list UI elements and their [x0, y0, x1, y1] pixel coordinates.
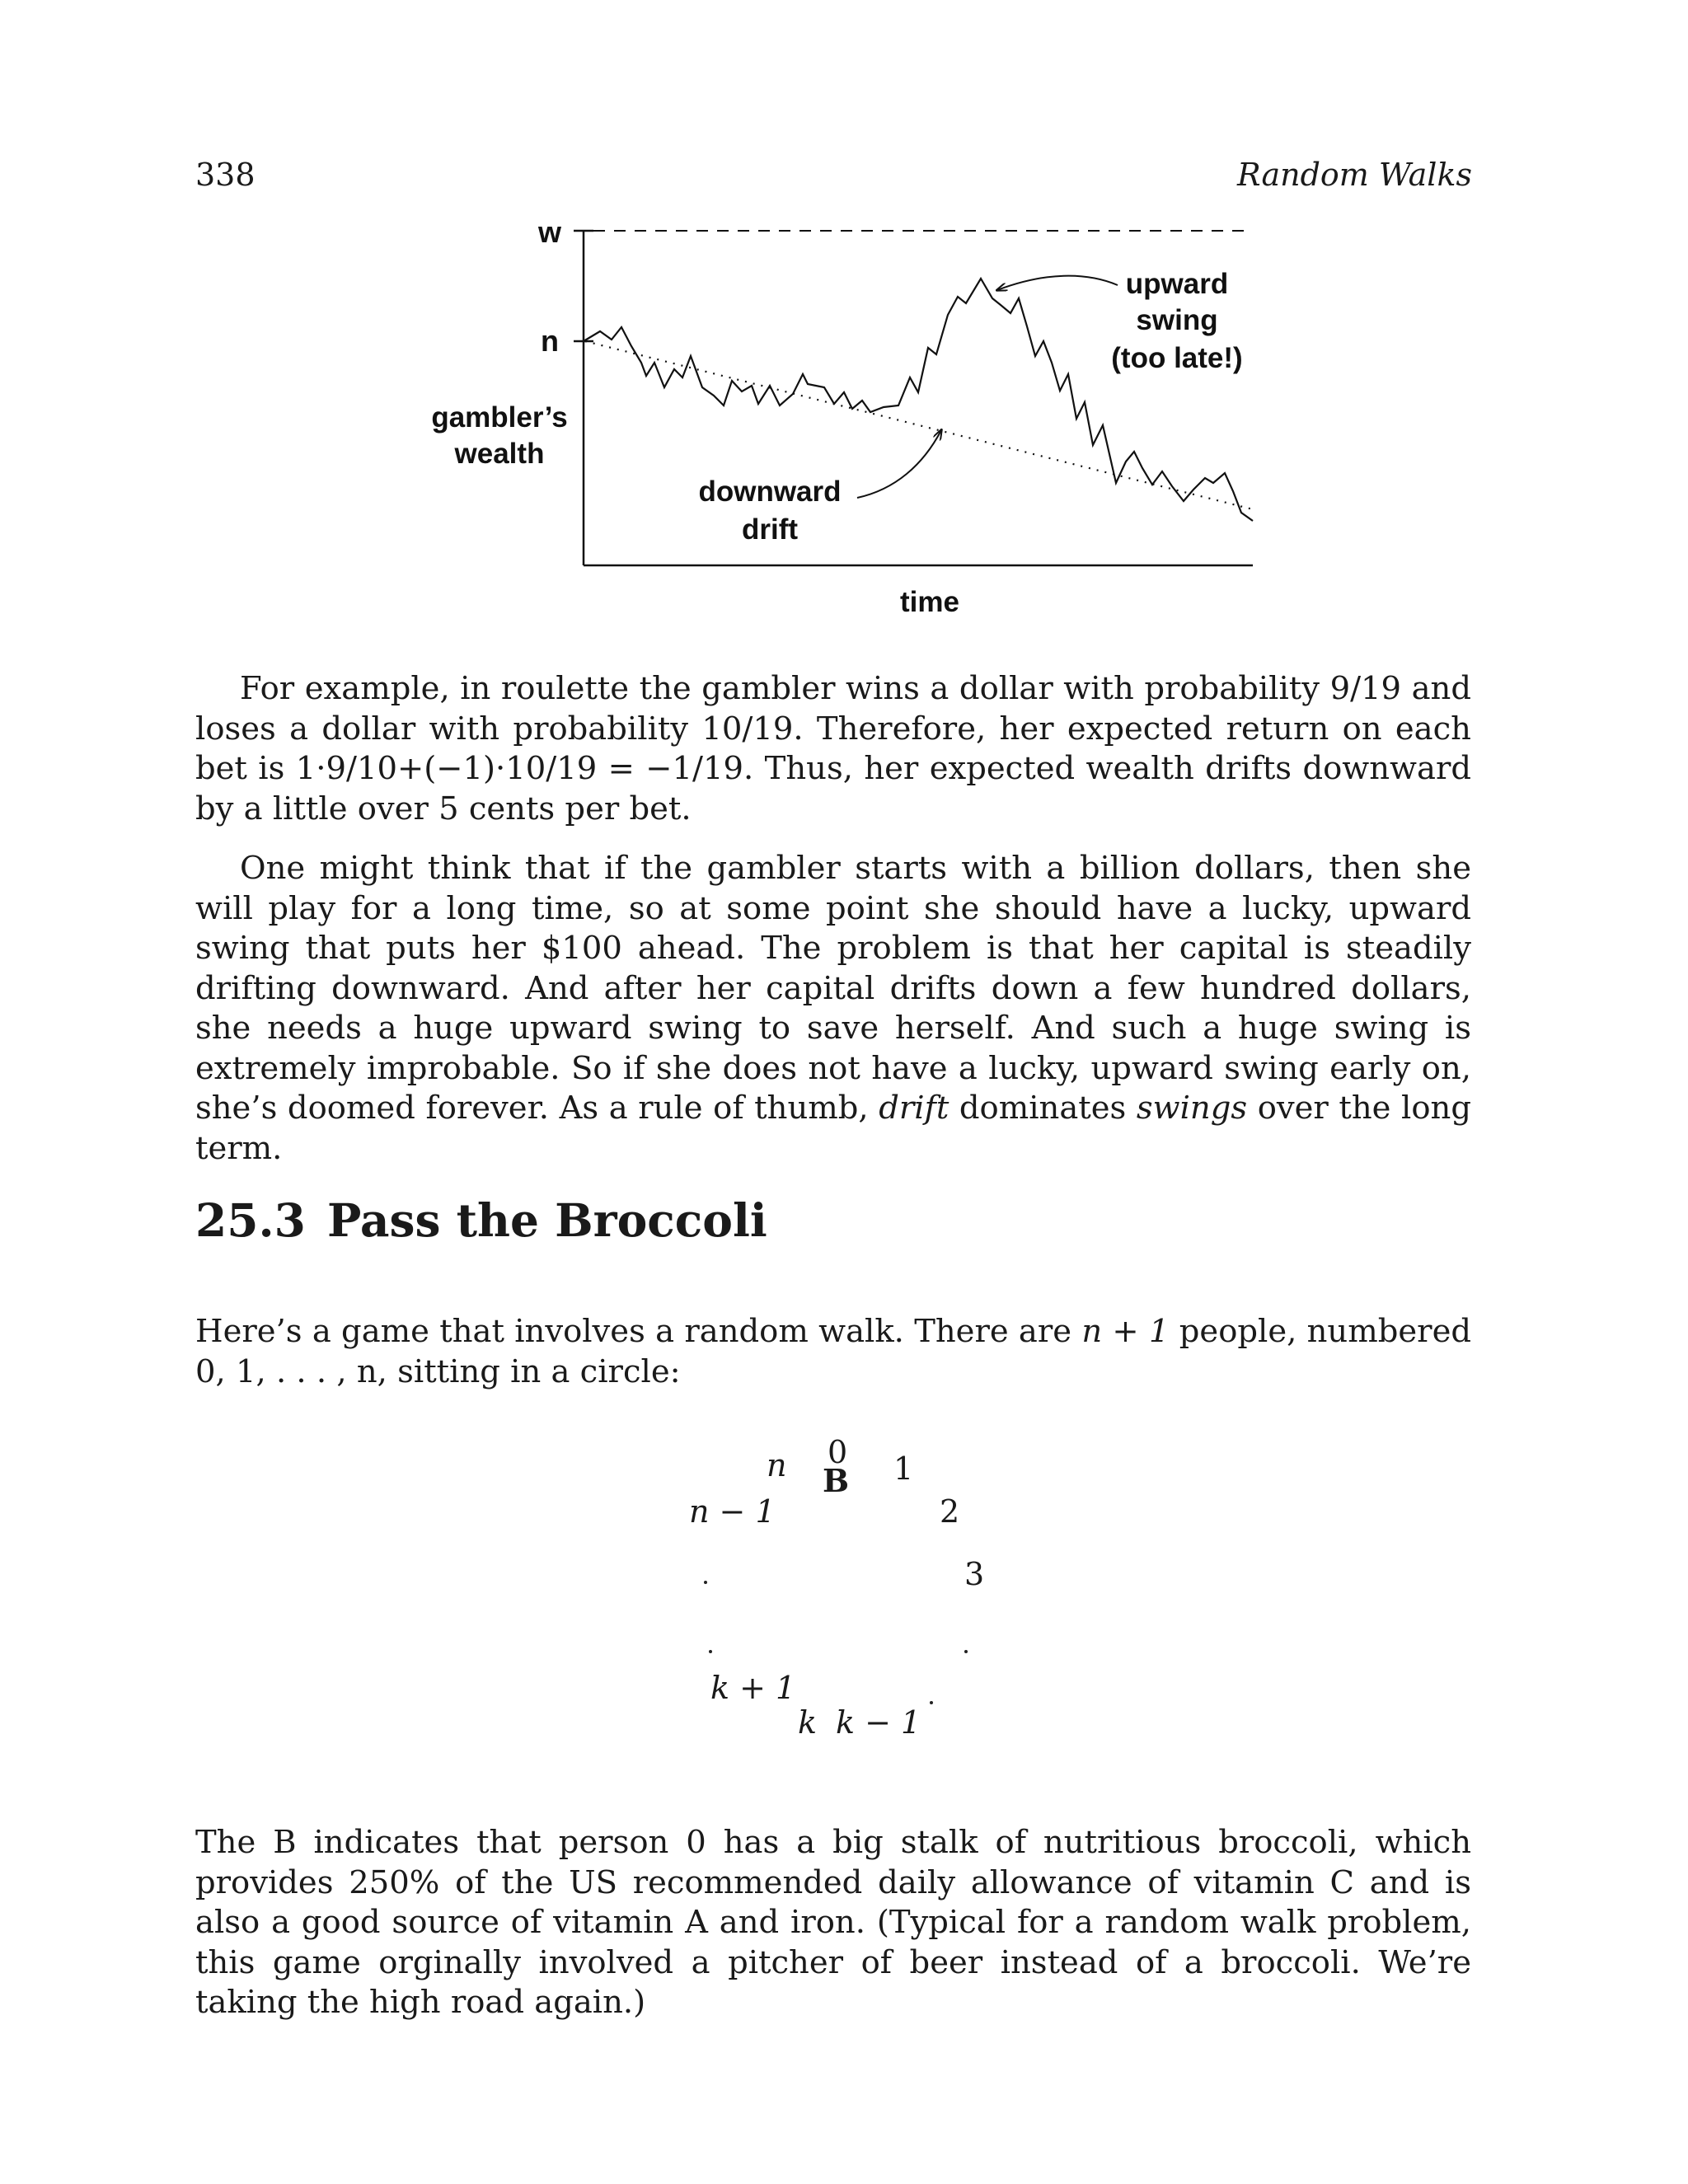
upward-swing-label-line2: swing: [1136, 304, 1218, 336]
section-title: Pass the Broccoli: [327, 1193, 767, 1247]
person-k-plus-1-label: k + 1: [710, 1670, 796, 1706]
person-3-label: 3: [964, 1556, 985, 1592]
math-n-plus-1: n + 1: [1081, 1313, 1170, 1350]
ellipsis-dot: [964, 1650, 968, 1653]
ellipsis-dot: [704, 1581, 707, 1584]
downward-drift-label-line2: drift: [741, 513, 799, 546]
person-k-minus-1-label: k − 1: [836, 1704, 921, 1741]
upward-swing-label-line3: (too late!): [1111, 342, 1243, 374]
ellipsis-dot: [930, 1701, 933, 1704]
emphasis-drift: drift: [879, 1090, 950, 1127]
math-people-range: 0, 1, . . . , n: [195, 1352, 377, 1390]
upward-swing-label-line1: upward: [1125, 268, 1229, 300]
running-title: Random Walks: [1236, 157, 1472, 193]
upward-swing-arrow: [997, 276, 1118, 290]
paragraph-roulette: For example, in roulette the gambler wins a dollar with probability 9/19 and loses a dollar with probability 10/19. Therefore, her expected return on each bet is 1·9/10+(−1)·10/19 = −1/19. Thus, her expected wealth drifts downward by a little over 5 cents per bet.: [195, 670, 1472, 827]
gamblers-wealth-figure: [0, 0, 1688, 643]
person-n-label: n: [767, 1447, 787, 1483]
section-heading: [195, 1193, 767, 1247]
math-9-19: 9/19: [1329, 670, 1402, 707]
person-n-minus-1-label: n − 1: [689, 1493, 776, 1530]
paragraph-drift-vs-swings: One might think that if the gambler starts with a billion dollars, then she will play for a long time, so at some point she should have a lucky, upward swing that puts her $100 ahead. The problem is that her capital is steadily drifting downward. And after her capital drifts down a few hundred dollars, she needs a huge upward swing to save herself. And such a huge swing is extremely improbable. So if she does not have a lucky, upward swing early on, she’s doomed forever. As a rule of thumb, drift dominates swings over the long term.: [195, 850, 1471, 1167]
person-2-label: 2: [940, 1493, 960, 1530]
n-label: n: [541, 324, 559, 358]
math-10-19: 10/19: [701, 710, 794, 748]
ellipsis-dot: [709, 1650, 712, 1653]
math-expected-return: 1·9/10+(−1)·10/19 = −1/19: [295, 750, 744, 787]
w-label: w: [537, 215, 562, 249]
section-number: 25.3: [195, 1193, 306, 1247]
person-0-label: 0: [828, 1434, 848, 1470]
emphasis-swings: swings: [1136, 1090, 1248, 1127]
paragraph-broccoli: The B indicates that person 0 has a big stalk of nutritious broccoli, which provides 250% of the US recommended daily allowance of vitamin C and is also a good source of vitamin A and iron. (Typical for a random walk problem, this game orginally involved a pitcher of beer instead of a broccoli. We’re taking the high road again.): [195, 1824, 1471, 2021]
y-axis-label-line2: wealth: [454, 438, 545, 470]
y-axis-label-line1: gambler’s: [431, 401, 568, 434]
paragraph-game-intro: Here’s a game that involves a random walk. There are n + 1 people, numbered 0, 1, . . . , n, sitting in a circle:: [195, 1313, 1471, 1390]
person-1-label: 1: [893, 1451, 914, 1487]
x-axis-label: time: [900, 586, 959, 618]
downward-drift-arrow: [857, 430, 941, 498]
broccoli-marker: B: [823, 1462, 850, 1499]
page-number: 338: [195, 157, 256, 193]
person-k-label: k: [798, 1704, 818, 1741]
people-circle-diagram: [643, 1434, 1039, 1764]
downward-drift-label-line1: downward: [698, 476, 842, 508]
